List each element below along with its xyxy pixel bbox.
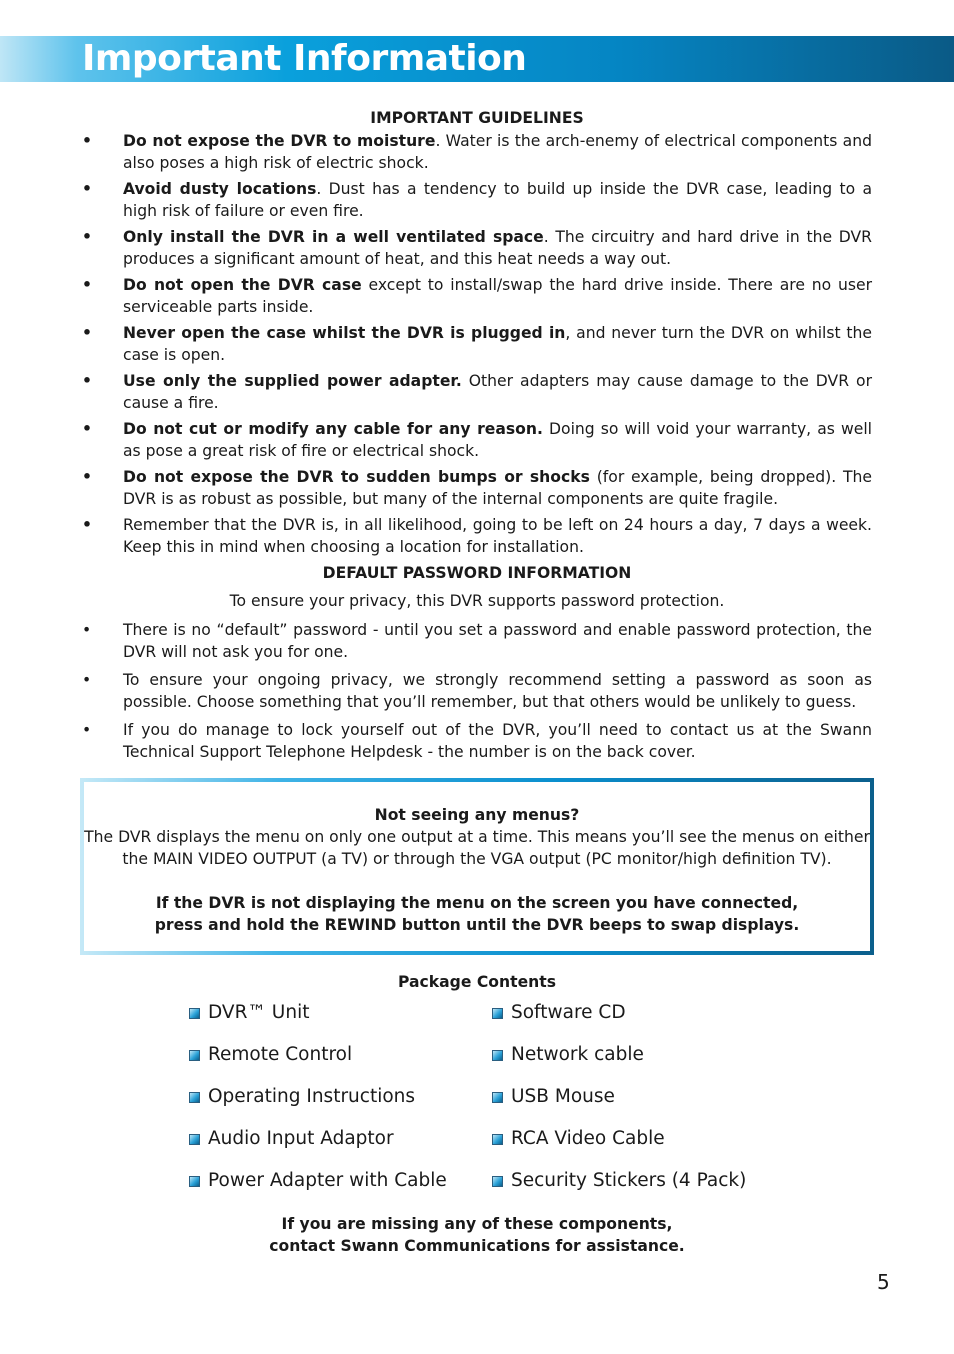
bullet-icon: • xyxy=(82,721,92,739)
notice-body-line-1: The DVR displays the menu on only one output at a time. This means you’ll see the menus on either xyxy=(84,828,870,846)
notice-title: Not seeing any menus? xyxy=(374,806,580,824)
guideline-item xyxy=(82,514,872,558)
bullet-icon: • xyxy=(82,420,92,438)
guideline-text: , and never turn the DVR on whilst the case is open. xyxy=(123,324,872,364)
guideline-text: . Dust has a tendency to build up inside the DVR case, leading to a high risk of failure or even fire. xyxy=(123,180,872,220)
bullet-icon: • xyxy=(82,516,92,534)
notice-body-line-2: the MAIN VIDEO OUTPUT (a TV) or through the VGA output (PC monitor/high definition TV). xyxy=(122,850,832,868)
password-text: To ensure your ongoing privacy, we strongly recommend setting a password as soon as possible. Choose something that you’ll remember, but that others would be unlikely to guess. xyxy=(123,671,872,711)
package-item-label: Network cable xyxy=(511,1044,644,1065)
menu-notice-box xyxy=(80,778,874,955)
menu-notice-content xyxy=(84,782,870,951)
square-bullet-icon xyxy=(189,1050,200,1061)
square-bullet-icon xyxy=(492,1092,503,1103)
guideline-text: Doing so will void your warranty, as well as pose a great risk of fire or electrical shock. xyxy=(123,420,872,460)
guideline-item xyxy=(82,418,872,462)
guideline-text: . Water is the arch-enemy of electrical components and also poses a high risk of electric shock. xyxy=(123,132,872,172)
package-item-label: USB Mouse xyxy=(511,1086,615,1107)
password-item xyxy=(82,619,872,663)
footer-line-2: contact Swann Communications for assistance. xyxy=(269,1237,685,1255)
guideline-text: (for example, being dropped). The DVR is as robust as possible, but many of the internal components are quite fragile. xyxy=(123,468,872,508)
guideline-text: Remember that the DVR is, in all likelihood, going to be left on 24 hours a day, 7 days a week. Keep this in mind when choosing a location for installation. xyxy=(123,516,872,556)
package-heading: Package Contents xyxy=(398,973,556,991)
bullet-icon: • xyxy=(82,180,92,198)
password-heading: DEFAULT PASSWORD INFORMATION xyxy=(322,564,632,582)
password-intro: To ensure your privacy, this DVR supports password protection. xyxy=(229,592,725,610)
guideline-emphasis: Do not cut or modify any cable for any reason. xyxy=(123,420,543,438)
package-item-label: Power Adapter with Cable xyxy=(208,1170,447,1191)
guideline-item xyxy=(82,322,872,366)
guideline-item xyxy=(82,178,872,222)
package-item-label: Software CD xyxy=(511,1002,626,1023)
bullet-icon: • xyxy=(82,132,92,150)
password-list xyxy=(82,619,872,769)
guideline-item xyxy=(82,130,872,174)
square-bullet-icon xyxy=(189,1134,200,1145)
guideline-item xyxy=(82,466,872,510)
missing-components-note xyxy=(0,1213,954,1257)
guideline-item xyxy=(82,226,872,270)
bullet-icon: • xyxy=(82,324,92,342)
bullet-icon: • xyxy=(82,276,92,294)
guideline-emphasis: Do not expose the DVR to sudden bumps or shocks xyxy=(123,468,590,486)
square-bullet-icon xyxy=(492,1176,503,1187)
bullet-icon: • xyxy=(82,671,92,689)
guidelines-heading: IMPORTANT GUIDELINES xyxy=(370,109,584,127)
package-item-label: DVR™ Unit xyxy=(208,1002,310,1023)
bullet-icon: • xyxy=(82,621,92,639)
package-item-label: Security Stickers (4 Pack) xyxy=(511,1170,747,1191)
package-item-label: Operating Instructions xyxy=(208,1086,416,1107)
password-item xyxy=(82,719,872,763)
bullet-icon: • xyxy=(82,468,92,486)
bullet-icon: • xyxy=(82,372,92,390)
guideline-emphasis: Do not expose the DVR to moisture xyxy=(123,132,436,150)
guideline-emphasis: Only install the DVR in a well ventilated space xyxy=(123,228,544,246)
password-text: There is no “default” password - until you set a password and enable password protection, the DVR will not ask you for one. xyxy=(123,621,872,661)
password-item xyxy=(82,669,872,713)
guideline-emphasis: Do not open the DVR case xyxy=(123,276,362,294)
guideline-item xyxy=(82,370,872,414)
password-text: If you do manage to lock yourself out of the DVR, you’ll need to contact us at the Swann Technical Support Telephone Helpdesk - the number is on the back cover. xyxy=(123,721,872,761)
guidelines-list xyxy=(82,130,872,558)
guideline-emphasis: Use only the supplied power adapter. xyxy=(123,372,462,390)
square-bullet-icon xyxy=(492,1050,503,1061)
guideline-emphasis: Never open the case whilst the DVR is plugged in xyxy=(123,324,566,342)
guideline-text: except to install/swap the hard drive inside. There are no user serviceable parts inside. xyxy=(123,276,872,316)
footer-line-1: If you are missing any of these components, xyxy=(281,1215,673,1233)
package-item-label: Audio Input Adaptor xyxy=(208,1128,394,1149)
square-bullet-icon xyxy=(189,1008,200,1019)
title-banner xyxy=(0,36,954,82)
square-bullet-icon xyxy=(492,1008,503,1019)
guideline-text: . The circuitry and hard drive in the DVR produces a significant amount of heat, and this heat needs a way out. xyxy=(123,228,872,268)
guideline-item xyxy=(82,274,872,318)
package-item-label: RCA Video Cable xyxy=(511,1128,665,1149)
bullet-icon: • xyxy=(82,228,92,246)
notice-bold-line-1: If the DVR is not displaying the menu on the screen you have connected, xyxy=(155,894,799,912)
page-title: Important Information xyxy=(82,38,527,79)
page-number: 5 xyxy=(877,1270,890,1294)
square-bullet-icon xyxy=(189,1176,200,1187)
package-item-label: Remote Control xyxy=(208,1044,353,1065)
square-bullet-icon xyxy=(492,1134,503,1145)
square-bullet-icon xyxy=(189,1092,200,1103)
notice-bold-line-2: press and hold the REWIND button until the DVR beeps to swap displays. xyxy=(154,916,800,934)
guideline-text: Other adapters may cause damage to the DVR or cause a fire. xyxy=(123,372,872,412)
guideline-emphasis: Avoid dusty locations xyxy=(123,180,317,198)
